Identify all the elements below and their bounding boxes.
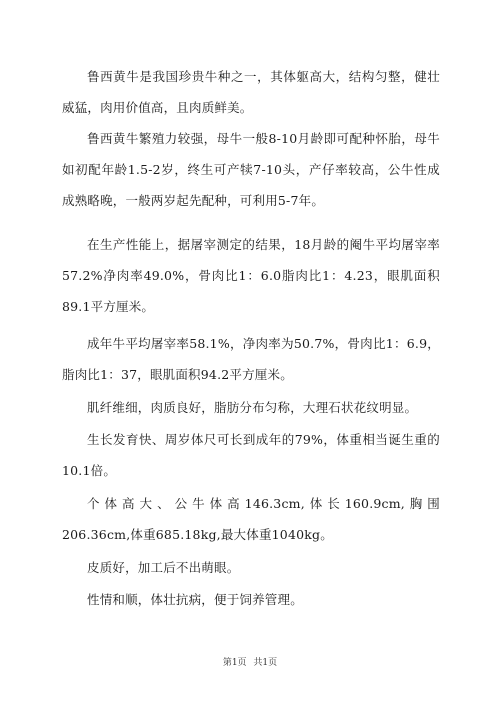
paragraph-reproduction: 鲁西黄牛繁殖力较强，母牛一般8-10月龄即可配种怀胎，母牛如初配年龄1.5-2岁，终生可产犊7-10头，产仔率较高，公牛性成成熟略晚，一般两岁起先配种，可利用5-7年。 <box>62 131 440 208</box>
paragraph-intro: 鲁西黄牛是我国珍贵牛种之一，其体躯高大，结构匀整，健壮威猛，肉用价值高，且肉质鲜美。 <box>62 69 440 115</box>
paragraph-adult-slaughter-rate: 成年牛平均屠宰率58.1%，净肉率为50.7%，骨肉比1：6.9，脂肉比1：37，眼肌面积94.2平方厘米。 <box>62 336 440 382</box>
paragraph-temperament: 性情和顺，体壮抗病，便于饲养管理。 <box>87 592 303 607</box>
paragraph-growth: 生长发育快、周岁体尺可长到成年的79%，体重相当诞生重的10.1倍。 <box>62 432 440 478</box>
paragraph-production-performance: 在生产性能上，据屠宰测定的结果，18月龄的阉牛平均屠宰率57.2%净肉率49.0%，骨肉比1：6.0脂肉比1：4.23，眼肌面积89.1平方厘米。 <box>62 237 440 314</box>
paragraph-muscle-fiber: 肌纤维细，肉质良好，脂肪分布匀称，大理石状花纹明显。 <box>87 400 418 415</box>
paragraph-body-size: 个体高大、公牛体高146.3cm,体长160.9cm,胸围206.36cm,体重685.18kg,最大体重1040kg。 <box>62 496 440 542</box>
paragraph-hide-quality: 皮质好，加工后不出萌眼。 <box>87 560 240 575</box>
page-footer: 第1页 共1页 <box>222 658 278 668</box>
